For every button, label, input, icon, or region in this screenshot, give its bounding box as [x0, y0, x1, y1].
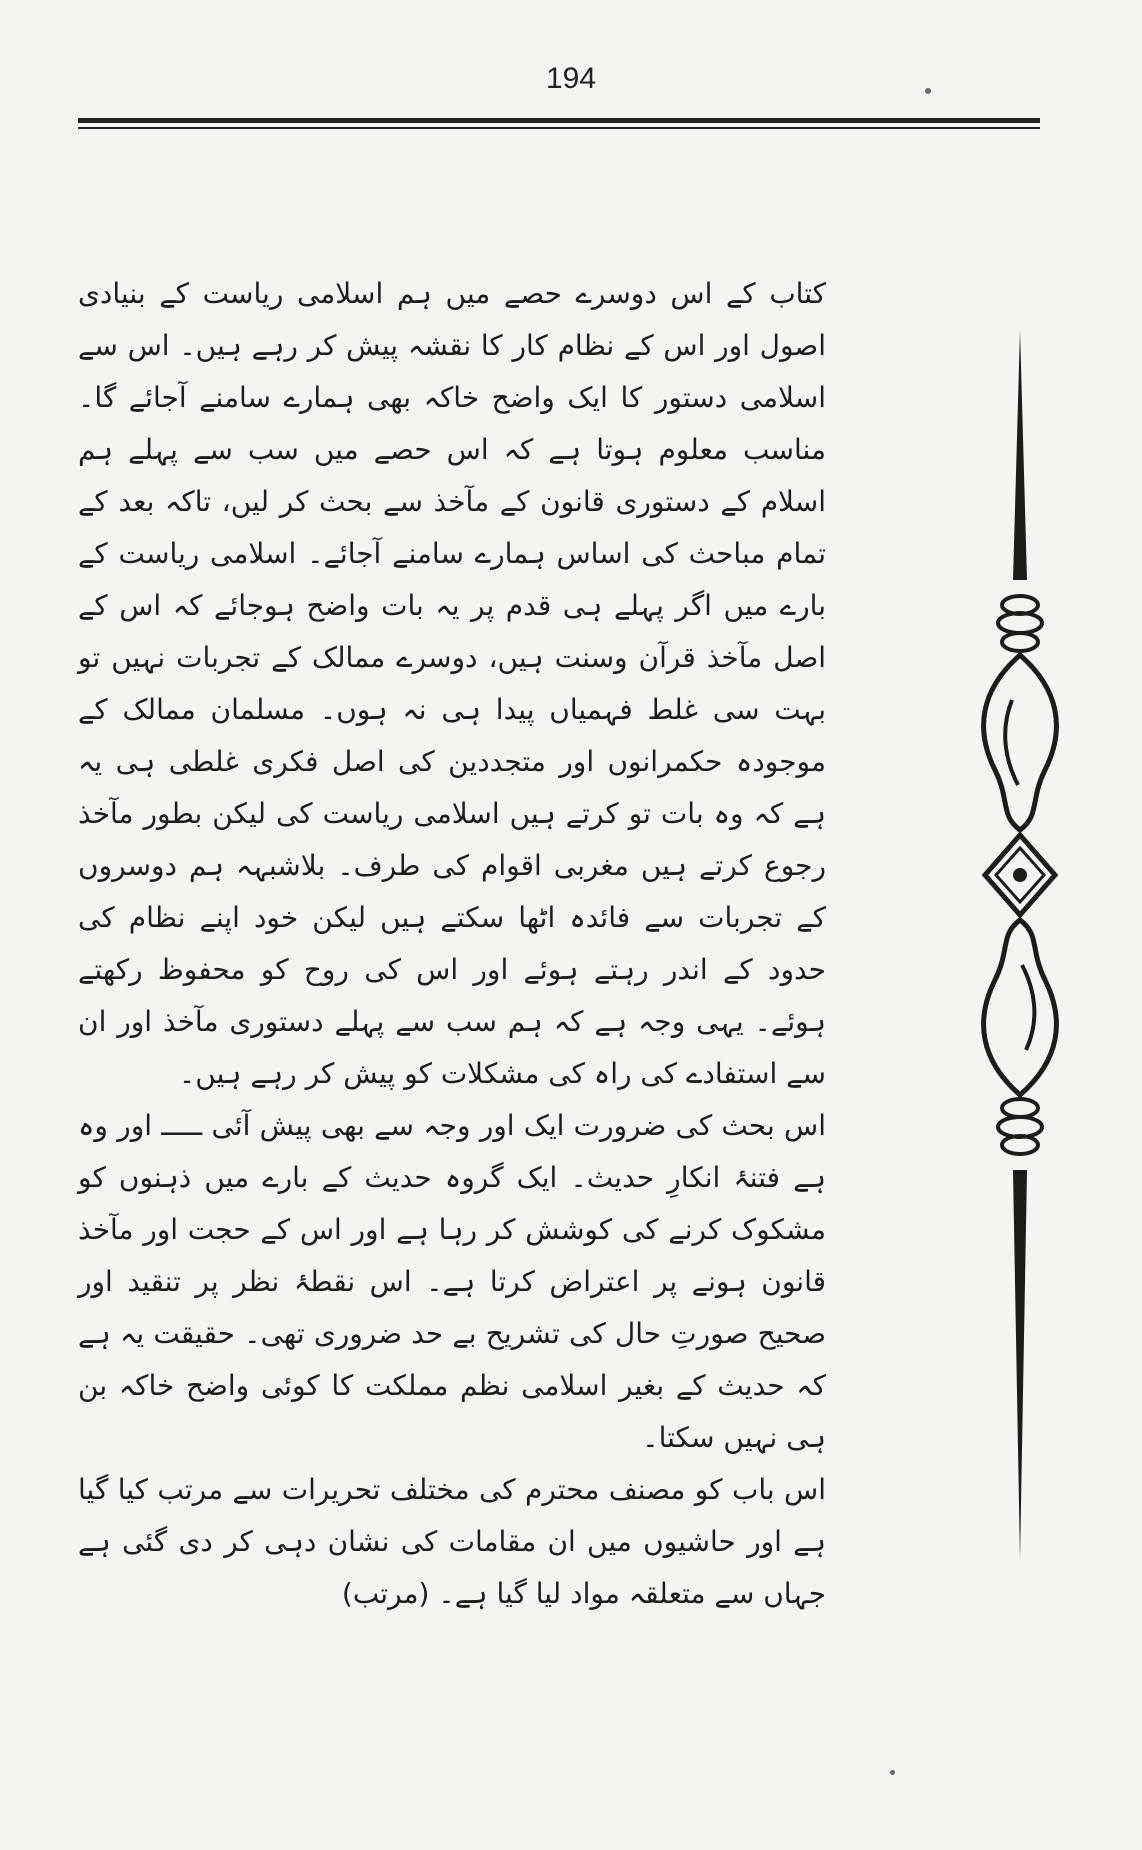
header-rule-thin — [78, 127, 1040, 129]
paragraph-hadith: اس بحث کی ضرورت ایک اور وجہ سے بھی پیش آئی ـــــ اور وہ ہے فتنۂ انکارِ حدیث۔ ایک گروہ حدیث کے بارے میں ذہنوں کو مشکوک کرنے کی کوشش کر رہا ہے اور اس کے حجت اور مآخذ قانون ہونے پر اعتراض کرتا ہے۔ اس نقطۂ نظر پر تنقید اور صحیح صورتِ حال کی تشریح بے حد ضروری تھی۔ حقیقت یہ ہے کہ حدیث کے بغیر اسلامی نظم مملکت کا کوئی واضح خاکہ بن ہی نہیں سکتا۔ — [78, 1109, 826, 1454]
paragraph-intro: کتاب کے اس دوسرے حصے میں ہم اسلامی ریاست کے بنیادی اصول اور اس کے نظام کار کا نقشہ پیش کر رہے ہیں۔ اس سے اسلامی دستور کا ایک واضح خاکہ بھی ہمارے سامنے آجائے گا۔ مناسب معلوم ہوتا ہے کہ اس حصے میں سب سے پہلے ہم اسلام کے دستوری قانون کے مآخذ سے بحث کر لیں، تاکہ بعد کے تمام مباحث کی اساس ہمارے سامنے آجائے۔ اسلامی ریاست کے بارے میں اگر پہلے ہی قدم پر یہ بات واضح ہوجائے کہ اس کے اصل مآخذ قرآن وسنت ہیں، دوسرے ممالک کے تجربات نہیں تو بہت سی غلط فہمیاں پیدا ہی نہ ہوں۔ مسلمان ممالک کے موجودہ حکمرانوں اور متجددین کی اصل فکری غلطی ہی یہ ہے کہ وہ بات تو کرتے ہیں اسلامی ریاست کی لیکن بطور مآخذ رجوع کرتے ہیں مغربی اقوام کی طرف۔ بلاشبہہ ہم دوسروں کے تجربات سے فائدہ اٹھا سکتے ہیں لیکن خود اپنے نظام کی حدود کے اندر رہتے ہوئے اور اس کی روح کو محفوظ رکھتے ہوئے۔ یہی وجہ ہے کہ ہم سب سے پہلے دستوری مآخذ اور ان سے استفادے کی راہ کی مشکلات کو پیش کر رہے ہیں۔ — [78, 277, 826, 1090]
speck-mark — [890, 1770, 895, 1775]
ornament-upper-curl-3 — [1002, 633, 1038, 651]
header-rule-thick — [78, 118, 1040, 123]
ornament-upper-vase — [984, 655, 1057, 830]
paragraph-editor-note: اس باب کو مصنف محترم کی مختلف تحریرات سے مرتب کیا گیا ہے اور حاشیوں میں ان مقامات کی نشان دہی کر دی گئی ہے جہاں سے متعلقہ مواد لیا گیا ہے۔ (مرتب) — [78, 1473, 826, 1610]
page-number: 194 — [545, 62, 597, 95]
ornament-lower-spike — [1013, 1170, 1027, 1560]
ornament-lower-vase — [984, 920, 1057, 1095]
ornament-upper-vase-inner — [1005, 700, 1018, 785]
speck-mark — [925, 88, 931, 94]
body-text — [78, 268, 826, 1620]
margin-ornament — [960, 330, 1080, 1560]
ornament-upper-spike — [1013, 330, 1027, 580]
ornament-lower-vase-inner — [1022, 965, 1034, 1050]
ornament-lower-curl-1 — [1002, 1099, 1038, 1117]
ornament-center-dot — [1013, 868, 1027, 882]
